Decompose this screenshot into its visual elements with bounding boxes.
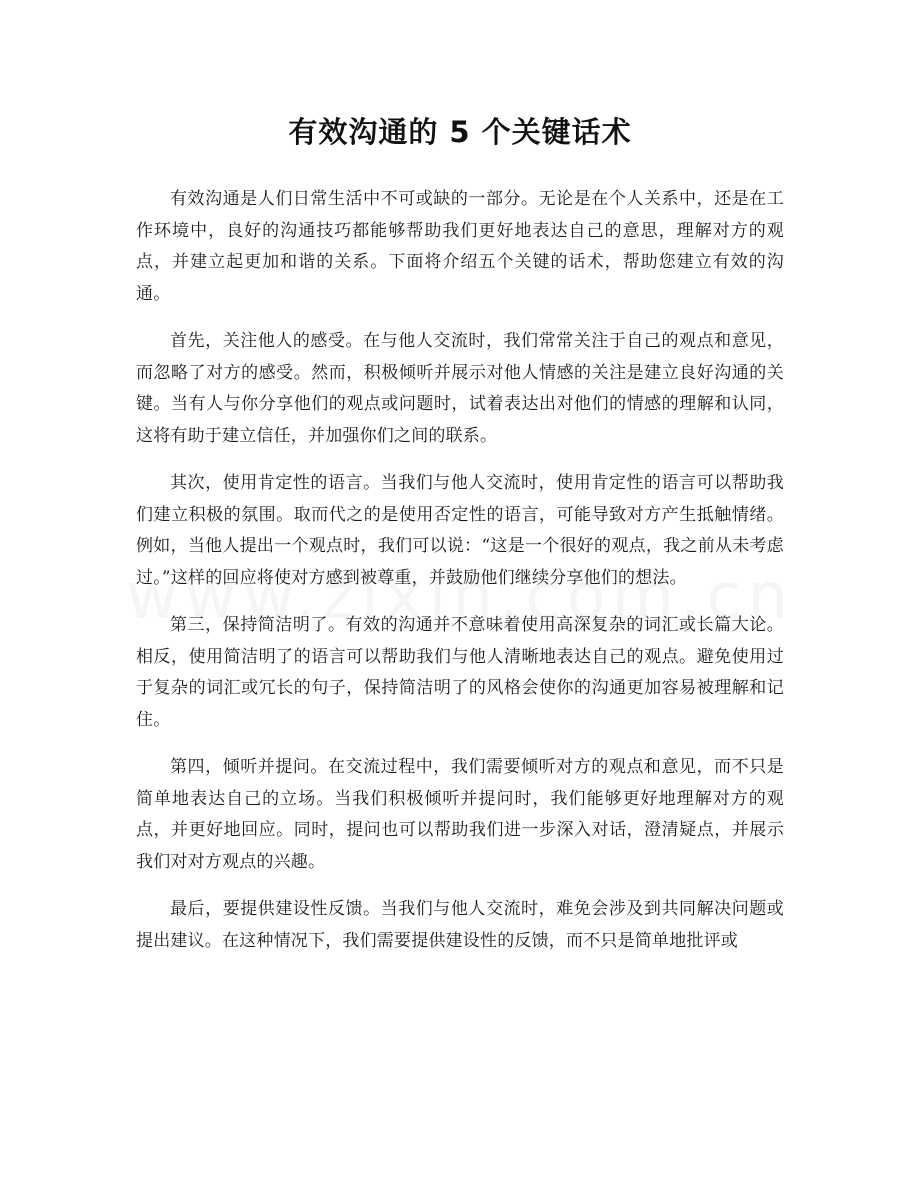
- paragraph-third: 第三，保持简洁明了。有效的沟通并不意味着使用高深复杂的词汇或长篇大论。相反，使用简洁明了的语言可以帮助我们与他人清晰地表达自己的观点。避免使用过于复杂的词汇或冗长的句子，保持简洁明了的风格会使你的沟通更加容易被理解和记住。: [136, 615, 784, 730]
- paragraph-fourth: 第四，倾听并提问。在交流过程中，我们需要倾听对方的观点和意见，而不只是简单地表达自己的立场。当我们积极倾听并提问时，我们能够更好地理解对方的观点，并更好地回应。同时，提问也可以帮助我们进一步深入对话，澄清疑点，并展示我们对对方观点的兴趣。: [136, 757, 784, 872]
- document-body: [136, 184, 784, 973]
- paragraph-intro: 有效沟通是人们日常生活中不可或缺的一部分。无论是在个人关系中，还是在工作环境中，良好的沟通技巧都能够帮助我们更好地表达自己的意思，理解对方的观点，并建立起更加和谐的关系。下面将介绍五个关键的话术，帮助您建立有效的沟通。: [136, 189, 784, 304]
- document-title: 有效沟通的 5 个关键话术: [288, 115, 632, 149]
- paragraph-last: 最后，要提供建设性反馈。当我们与他人交流时，难免会涉及到共同解决问题或提出建议。在这种情况下，我们需要提供建设性的反馈，而不只是简单地批评或: [136, 899, 784, 951]
- paragraph-first: 首先，关注他人的感受。在与他人交流时，我们常常关注于自己的观点和意见，而忽略了对方的感受。然而，积极倾听并展示对他人情感的关注是建立良好沟通的关键。当有人与你分享他们的观点或问题时，试着表达出对他们的情感的理解和认同，这将有助于建立信任，并加强你们之间的联系。: [136, 331, 784, 446]
- paragraph-second: 其次，使用肯定性的语言。当我们与他人交流时，使用肯定性的语言可以帮助我们建立积极的氛围。取而代之的是使用否定性的语言，可能导致对方产生抵触情绪。例如，当他人提出一个观点时，我们可以说：“这是一个很好的观点，我之前从未考虑过。”这样的回应将使对方感到被尊重，并鼓励他们继续分享他们的想法。: [136, 473, 784, 588]
